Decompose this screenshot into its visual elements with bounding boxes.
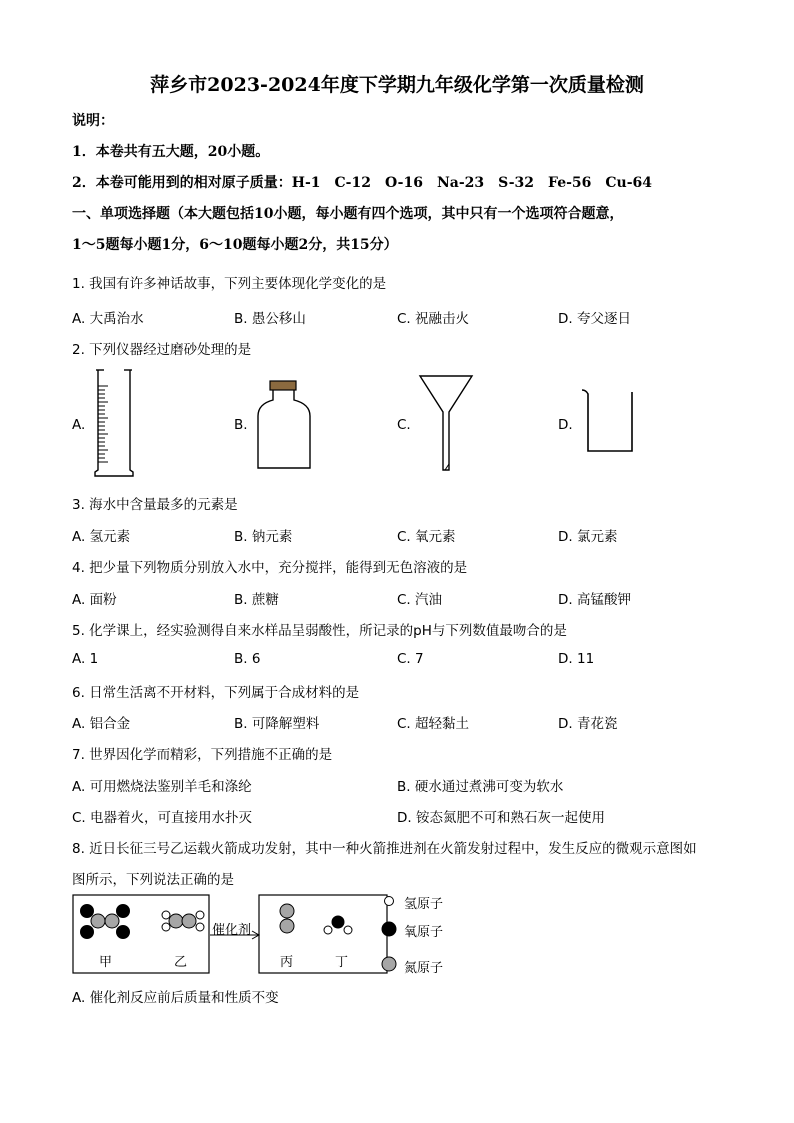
q6-option-b: B. 可降解塑料 [234, 716, 320, 732]
question-2-stem: 2. 下列仪器经过磨砂处理的是 [72, 342, 252, 358]
catalyst-label: 催化剂 [212, 923, 252, 938]
question-3-stem: 3. 海水中含量最多的元素是 [72, 497, 238, 513]
q6-option-c: C. 超轻黏土 [397, 716, 470, 732]
legend-oxygen-label: 氧原子 [404, 925, 444, 940]
notes-item-1: 1．本卷共有五大题，20小题。 [72, 144, 270, 160]
q7-option-d: D. 铵态氮肥不可和熟石灰一起使用 [397, 810, 605, 826]
q2-option-b: B. [234, 417, 248, 433]
label-yi: 乙 [174, 955, 188, 970]
question-6-stem: 6. 日常生活离不开材料，下列属于合成材料的是 [72, 685, 360, 701]
section-heading-line2: 1～5题每小题1分，6～10题每小题2分，共15分） [72, 237, 398, 253]
q7-option-b: B. 硬水通过煮沸可变为软水 [397, 779, 564, 795]
q5-option-b: B. 6 [234, 651, 261, 667]
q3-option-b: B. 钠元素 [234, 529, 293, 545]
funnel-icon [418, 374, 474, 474]
q4-option-d: D. 高锰酸钾 [558, 592, 631, 608]
q8-option-a: A. 催化剂反应前后质量和性质不变 [72, 990, 279, 1006]
label-jia: 甲 [99, 955, 113, 970]
q5-option-a: A. 1 [72, 651, 99, 667]
q1-option-c: C. 祝融击火 [397, 311, 470, 327]
q3-option-a: A. 氢元素 [72, 529, 131, 545]
q3-option-d: D. 氯元素 [558, 529, 618, 545]
legend-oxygen-icon [382, 922, 396, 936]
label-bing: 丙 [280, 955, 294, 970]
product-box [259, 895, 387, 973]
q4-option-c: C. 汽油 [397, 592, 443, 608]
notes-heading: 说明： [72, 113, 114, 129]
question-8-stem-line2: 图所示，下列说法正确的是 [72, 872, 234, 888]
molecule-jia [81, 905, 130, 939]
q7-option-a: A. 可用燃烧法鉴别羊毛和涤纶 [72, 779, 252, 795]
page-title: 萍乡市2023-2024年度下学期九年级化学第一次质量检测 [150, 74, 644, 96]
question-5-stem: 5. 化学课上，经实验测得自来水样品呈弱酸性，所记录的pH与下列数值最吻合的是 [72, 623, 567, 639]
q1-option-a: A. 大禹治水 [72, 311, 144, 327]
legend-nitrogen-icon [382, 957, 396, 971]
legend-hydrogen-icon [385, 897, 394, 906]
graduated-cylinder-icon [94, 366, 134, 478]
q1-option-b: B. 愚公移山 [234, 311, 306, 327]
q2-option-d: D. [558, 417, 573, 433]
legend-hydrogen-label: 氢原子 [404, 897, 444, 912]
q3-option-c: C. 氧元素 [397, 529, 456, 545]
label-ding: 丁 [335, 955, 349, 970]
q1-option-d: D. 夸父逐日 [558, 311, 631, 327]
q4-option-b: B. 蔗糖 [234, 592, 279, 608]
question-7-stem: 7. 世界因化学而精彩，下列措施不正确的是 [72, 747, 333, 763]
q7-option-c: C. 电器着火，可直接用水扑灭 [72, 810, 253, 826]
q6-option-a: A. 铝合金 [72, 716, 131, 732]
question-4-stem: 4. 把少量下列物质分别放入水中，充分搅拌，能得到无色溶液的是 [72, 560, 468, 576]
notes-item-2: 2．本卷可能用到的相对原子质量：H-1 C-12 O-16 Na-23 S-32 Fe-56 Cu-64 [72, 175, 653, 191]
section-heading-line1: 一、单项选择题（本大题包括10小题，每小题有四个选项，其中只有一个选项符合题意， [72, 206, 624, 222]
q2-option-c: C. [397, 417, 411, 433]
molecule-ding [324, 916, 352, 934]
beaker-icon [580, 387, 636, 457]
molecule-yi [162, 911, 204, 931]
q5-option-c: C. 7 [397, 651, 424, 667]
stoppered-bottle-icon [256, 378, 312, 472]
question-1-stem: 1. 我国有许多神话故事，下列主要体现化学变化的是 [72, 276, 387, 292]
legend-nitrogen-label: 氮原子 [404, 961, 444, 976]
molecule-bing [280, 904, 294, 933]
question-8-stem-line1: 8. 近日长征三号乙运载火箭成功发射，其中一种火箭推进剂在火箭发射过程中，发生反应的微观示意图如 [72, 841, 697, 857]
q2-option-a: A. [72, 417, 86, 433]
q6-option-d: D. 青花瓷 [558, 716, 618, 732]
q5-option-d: D. 11 [558, 651, 595, 667]
q4-option-a: A. 面粉 [72, 592, 117, 608]
